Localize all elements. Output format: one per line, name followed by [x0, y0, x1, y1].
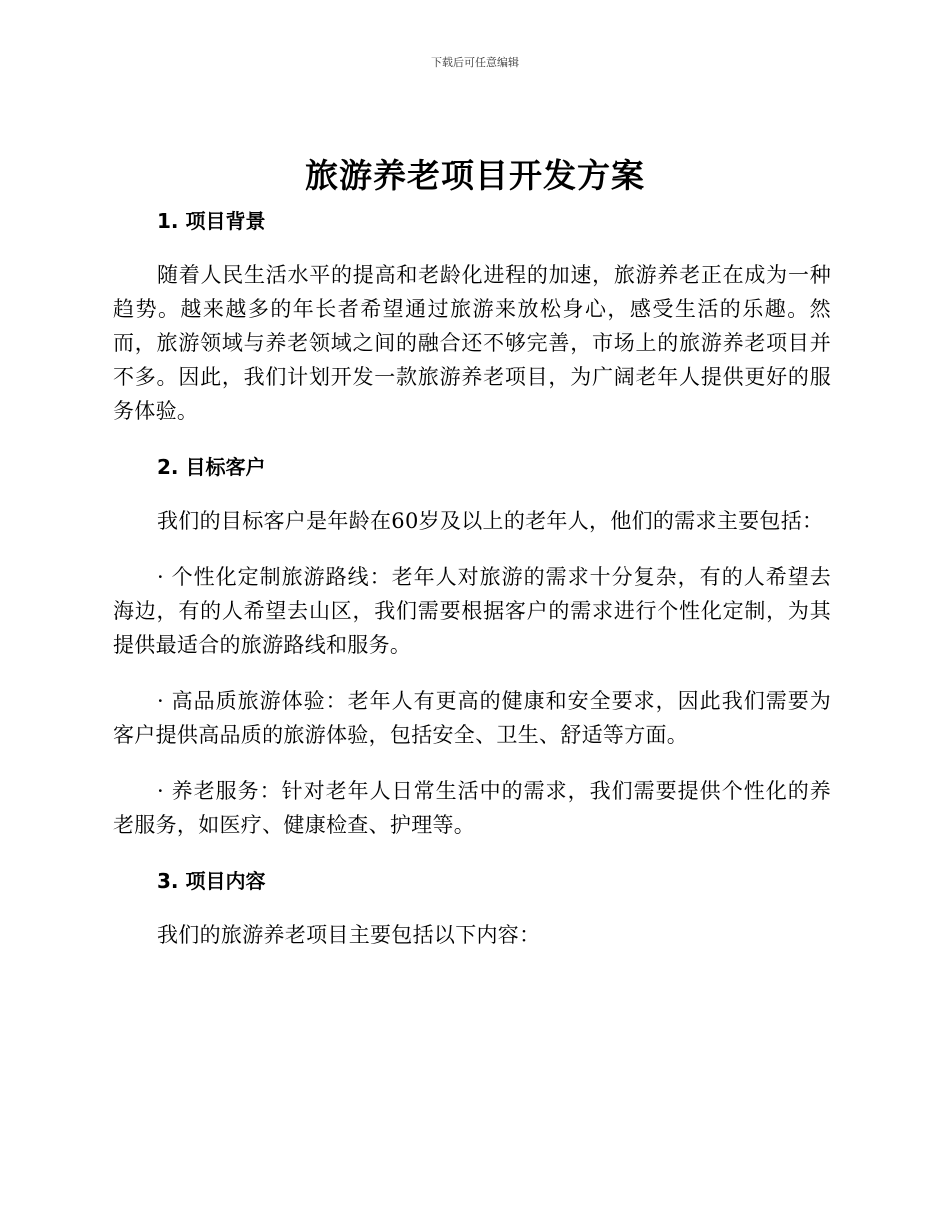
paragraph: 随着人民生活水平的提高和老龄化进程的加速，旅游养老正在成为一种趋势。越来越多的年长者希望通过旅游来放松身心，感受生活的乐趣。然而，旅游领域与养老领域之间的融合还不够完善，市场上的旅游养老项目并不多。因此，我们计划开发一款旅游养老项目，为广阔老年人提供更好的服务体验。 [113, 263, 831, 423]
document-title: 旅游养老项目开发方案 [305, 156, 645, 195]
bullet-item: · 个性化定制旅游路线：老年人对旅游的需求十分复杂，有的人希望去海边，有的人希望去山区，我们需要根据客户的需求进行个性化定制，为其提供最适合的旅游路线和服务。 [113, 565, 831, 657]
paragraph: 我们的旅游养老项目主要包括以下内容： [157, 923, 541, 947]
section-target-customers [113, 450, 831, 864]
section-background [113, 204, 831, 450]
section-heading: 1. 项目背景 [157, 209, 266, 233]
bullet-item: · 高品质旅游体验：老年人有更高的健康和安全要求，因此我们需要为客户提供高品质的旅游体验，包括安全、卫生、舒适等方面。 [113, 689, 831, 747]
header-note: 下载后可任意编辑 [431, 56, 519, 69]
section-heading: 2. 目标客户 [157, 455, 266, 479]
bullet-item: · 养老服务：针对老年人日常生活中的需求，我们需要提供个性化的养老服务，如医疗、健康检查、护理等。 [113, 779, 831, 837]
paragraph: 我们的目标客户是年龄在60岁及以上的老年人，他们的需求主要包括： [157, 509, 824, 533]
document-body [113, 204, 831, 952]
section-project-content [113, 864, 831, 952]
section-heading: 3. 项目内容 [157, 869, 266, 893]
